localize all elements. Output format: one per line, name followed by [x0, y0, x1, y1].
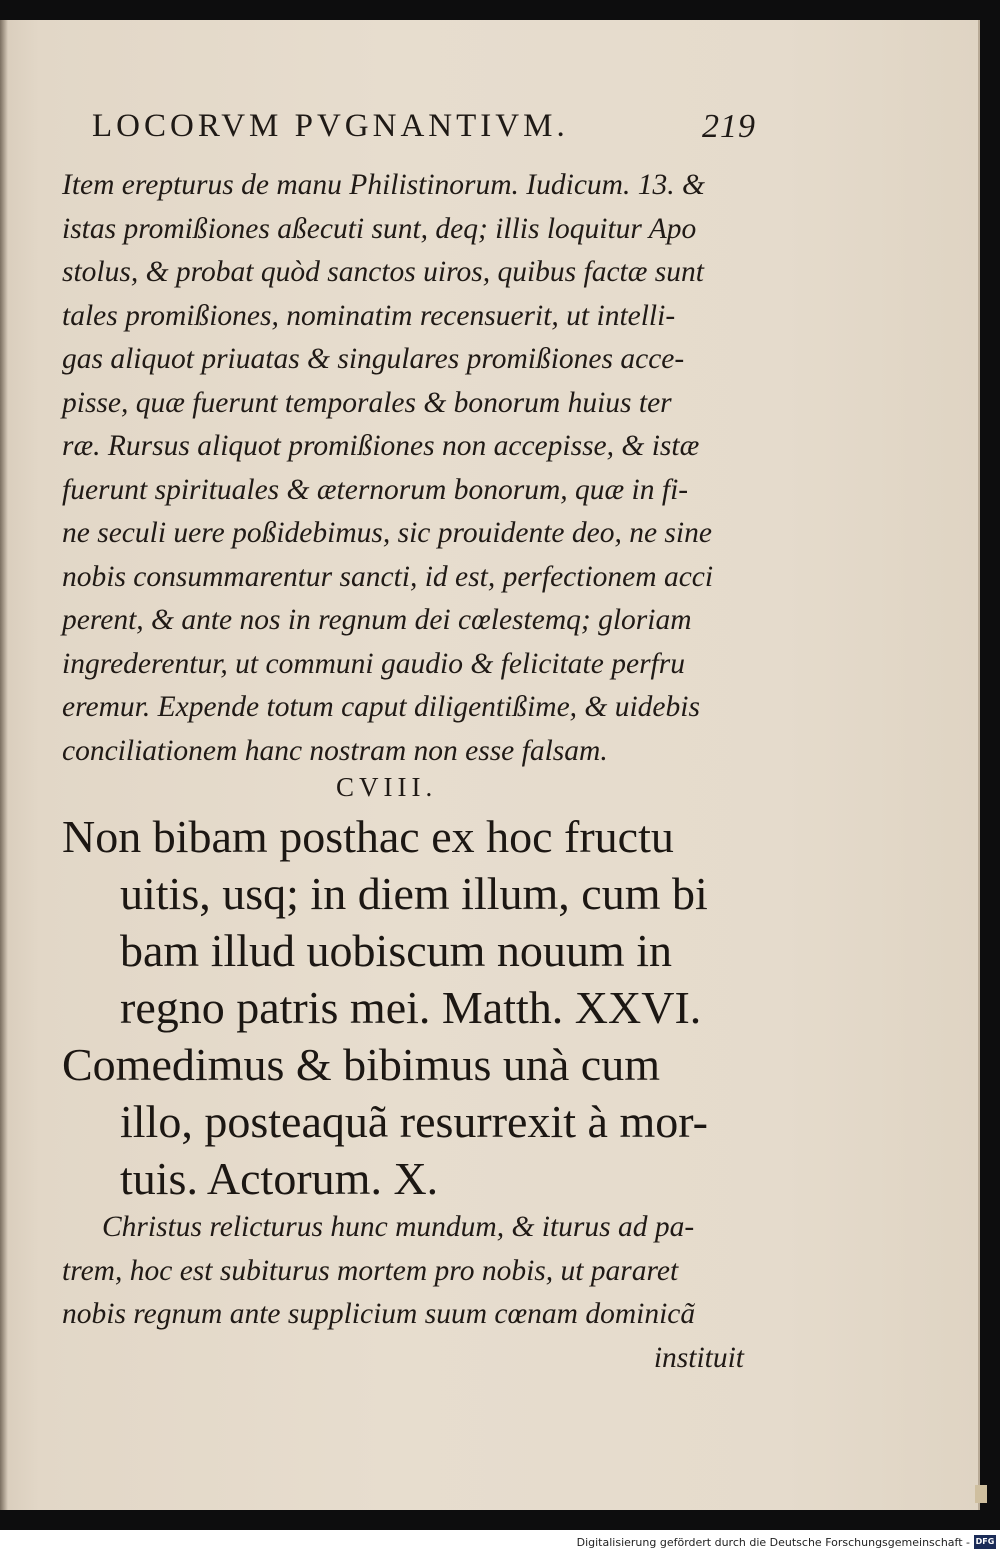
scripture-line: uitis, usq; in diem illum, cum bi — [120, 868, 708, 919]
text-line: Item erepturus de manu Philistinorum. Iudicum. 13. & — [62, 169, 705, 201]
text-line: trem, hoc est subiturus mortem pro nobis, ut pararet — [62, 1254, 679, 1287]
text-line: tales promißiones, nominatim recensuerit, ut intelli- — [62, 299, 676, 332]
scripture-line: Comedimus & bibimus unà cum — [62, 1039, 660, 1090]
scripture-line: illo, posteaquã resurrexit à mor- — [120, 1096, 708, 1147]
scripture-line: Non bibam posthac ex hoc fructu — [62, 811, 674, 862]
text-line: fuerunt spirituales & æternorum bonorum, quæ in fi- — [62, 473, 689, 506]
text-line: pisse, quæ fuerunt temporales & bonorum huius ter — [62, 386, 672, 419]
text-line: conciliationem hanc nostram non esse falsam. — [62, 734, 608, 767]
section-number: CVIII. — [336, 772, 438, 802]
text-line: eremur. Expende totum caput diligentißime, & uidebis — [62, 691, 700, 723]
text-line: gas aliquot priuatas & singulares promißiones acce- — [62, 343, 685, 375]
dfg-logo: DFG — [974, 1535, 996, 1549]
body-text-block-2 — [62, 1206, 752, 1380]
digitization-credit: Digitalisierung gefördert durch die Deutsche Forschungsgemeinschaft - — [576, 1536, 970, 1549]
catchword: instituit — [653, 1341, 744, 1374]
page-number: 219 — [702, 108, 756, 145]
scripture-quotation — [62, 808, 762, 1207]
text-line: ingrederentur, ut communi gaudio & felicitate perfru — [62, 647, 685, 680]
text-line: Christus relicturus hunc mundum, & iturus ad pa- — [102, 1211, 695, 1243]
scripture-line: regno patris mei. Matth. XXVI. — [120, 982, 702, 1033]
scripture-line: tuis. Actorum. X. — [120, 1153, 439, 1204]
running-head — [92, 108, 756, 152]
scripture-line: bam illud uobiscum nouum in — [120, 925, 672, 976]
text-line: stolus, & probat quòd sanctos uiros, quibus factæ sunt — [62, 256, 704, 288]
body-text-block-1 — [62, 164, 752, 773]
text-line: nobis consummarentur sancti, id est, perfectionem acci — [62, 560, 714, 593]
text-line: ræ. Rursus aliquot promißiones non accepisse, & istæ — [62, 430, 700, 462]
text-line: nobis regnum ante supplicium suum cœnam dominicã — [62, 1298, 696, 1330]
page-gutter-shadow — [0, 20, 8, 1510]
running-title: LOCORVM PVGNANTIVM. — [92, 108, 569, 144]
text-line: perent, & ante nos in regnum dei cœlestemq; gloriam — [62, 604, 692, 636]
page-edge-fragment — [975, 1485, 987, 1503]
text-line: ne seculi uere poßidebimus, sic prouidente deo, ne sine — [62, 517, 712, 549]
text-line: istas promißiones aßecuti sunt, deq; illis loquitur Apo — [62, 212, 697, 245]
